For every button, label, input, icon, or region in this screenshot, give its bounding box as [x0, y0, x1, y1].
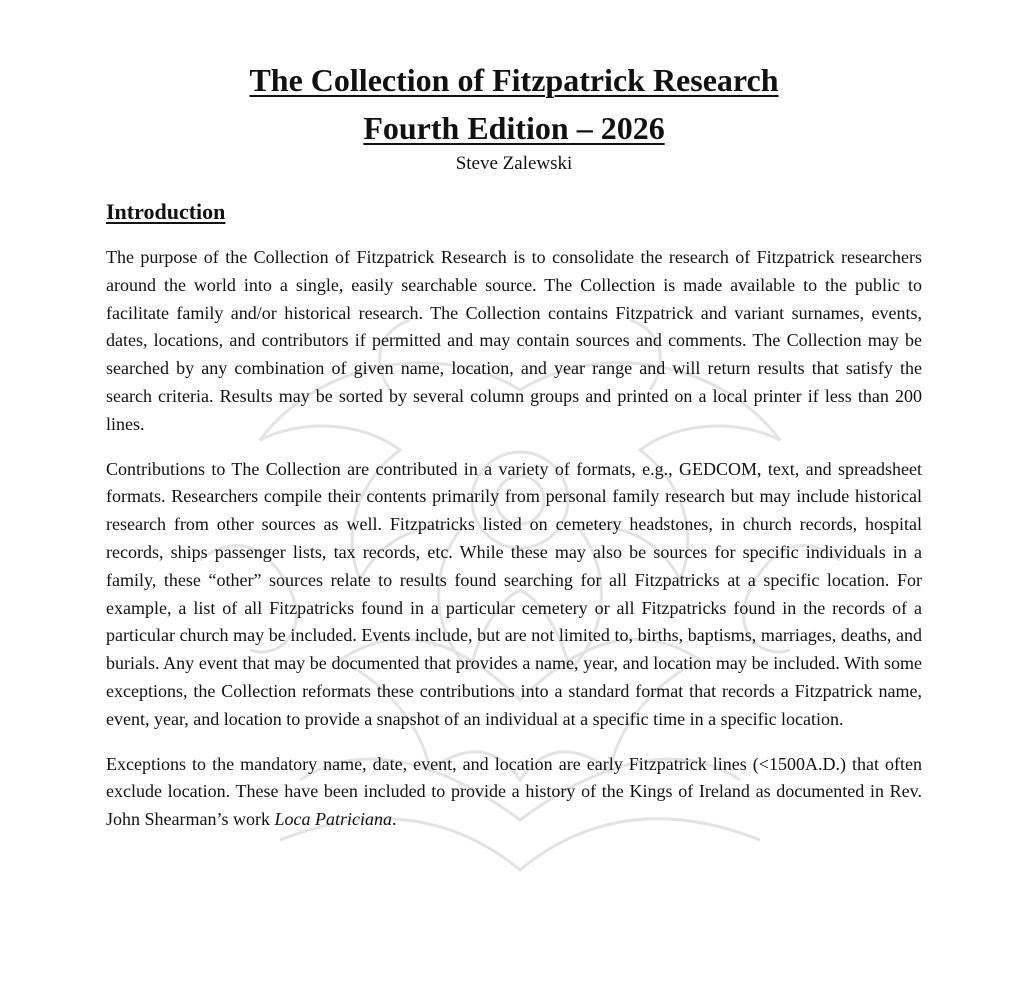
introduction-paragraph-3: [106, 751, 922, 834]
document-author: Steve Zalewski: [455, 153, 573, 174]
paragraph-3-end: .: [391, 809, 397, 830]
document-title-line-1: The Collection of Fitzpatrick Research: [249, 62, 779, 98]
document-title: [106, 56, 922, 152]
introduction-heading: Introduction: [106, 199, 226, 224]
document-page: [106, 56, 922, 851]
introduction-paragraph-2: Contributions to The Collection are contributed in a variety of formats, e.g., GEDCOM, text, and spreadsheet formats. Researchers compile their contents primarily from personal family research but may include historical research from other sources as well. Fitzpatricks listed on cemetery headstones, in church records, hospital records, ships passenger lists, tax records, etc. While these may also be sources for specific individuals in a family, these “other” sources relate to results found searching for all Fitzpatricks at a specific location. For example, a list of all Fitzpatricks found in a particular cemetery or all Fitzpatricks found in the records of a particular church may be included. Events include, but are not limited to, births, baptisms, marriages, deaths, and burials. Any event that may be documented that provides a name, year, and location may be included. With some exceptions, the Collection reformats these contributions into a standard format that records a Fitzpatrick name, event, year, and location to provide a snapshot of an individual at a specific time in a specific location.: [106, 458, 922, 729]
loca-patriciana-title: Loca Patriciana: [274, 809, 392, 830]
introduction-paragraph-1: The purpose of the Collection of Fitzpatrick Research is to consolidate the research of Fitzpatrick researchers around the world into a single, easily searchable source. The Collection is made available to the public to facilitate family and/or historical research. The Collection contains Fitzpatrick and variant surnames, events, dates, locations, and contributors if permitted and may contain sources and comments. The Collection may be searched by any combination of given name, location, and year range and will return results that satisfy the search criteria. Results may be sorted by several column groups and printed on a local printer if less than 200 lines.: [106, 247, 922, 434]
document-title-line-2: Fourth Edition – 2026: [363, 110, 665, 146]
paragraph-3-text: Exceptions to the mandatory name, date, event, and location are early Fitzpatrick lines (<1500A.D.) that often exclude location. These have been included to provide a history of the Kings of Ireland as documented in Rev. John Shearman’s work: [106, 753, 922, 830]
